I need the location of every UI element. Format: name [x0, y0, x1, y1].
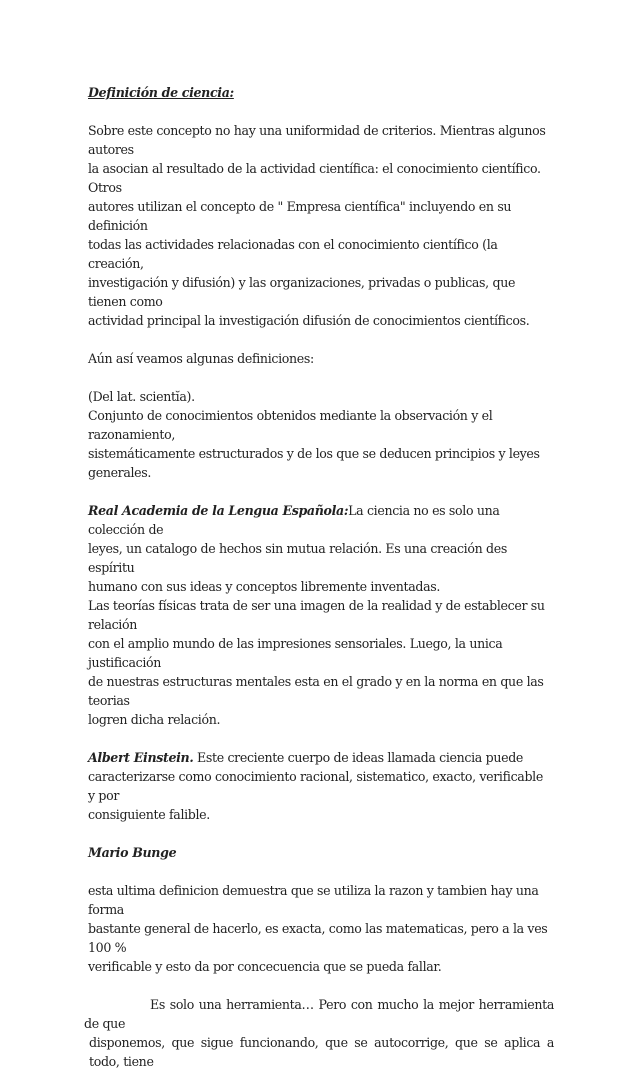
inline-text: Este creciente cuerpo de ideas llamada ciencia puede	[193, 750, 524, 765]
bunge-paragraph	[88, 881, 550, 976]
spacer	[88, 102, 550, 121]
text-line: disponemos, que sigue funcionando, que se autocorrige, que se aplica a todo, tiene	[89, 1035, 554, 1069]
spacer	[88, 976, 550, 995]
section-heading: Definición de ciencia:	[88, 85, 234, 100]
spacer	[88, 862, 550, 881]
text-line: actividad principal la investigación difusión de conocimientos científicos.	[88, 313, 530, 328]
text-line: de nuestras estructuras mentales esta en el grado y en la norma en que las teorias	[88, 674, 544, 708]
inline-text: Es solo una herramienta… Pero con mucho la mejor herramienta de que	[84, 997, 554, 1031]
spacer	[88, 729, 550, 748]
einstein-paragraph	[88, 748, 550, 824]
closing-paragraph	[84, 995, 554, 1071]
text-line: sistemáticamente estructurados y de los que se deducen principios y leyes	[88, 446, 540, 461]
text-line: logren dicha relación.	[88, 712, 221, 727]
text-line: investigación y difusión) y las organizaciones, privadas o publicas, que tienen como	[88, 275, 516, 309]
text-line: todas las actividades relacionadas con el conocimiento científico (la creación,	[88, 237, 498, 271]
text-line: verificable y esto da por concecuencia que se pueda fallar.	[88, 959, 442, 974]
definition-paragraph	[88, 387, 550, 482]
text-line: Sobre este concepto no hay una uniformidad de criterios. Mientras algunos autores	[88, 123, 546, 157]
text-line	[88, 748, 550, 767]
spacer	[88, 824, 550, 843]
text-line: Las teorías físicas trata de ser una imagen de la realidad y de establecer su relación	[88, 598, 545, 632]
text-line: la asocian al resultado de la actividad científica: el conocimiento científico. Otros	[88, 161, 541, 195]
text-line: esta ultima definicion demuestra que se utiliza la razon y tambien hay una forma	[88, 883, 539, 917]
spacer	[88, 368, 550, 387]
text-line: con el amplio mundo de las impresiones sensoriales. Luego, la unica justificación	[88, 636, 503, 670]
spacer	[88, 482, 550, 501]
text-line: generales.	[88, 465, 152, 480]
transition-line: Aún así veamos algunas definiciones:	[88, 351, 314, 366]
text-line	[84, 995, 554, 1033]
text-line: leyes, un catalogo de hechos sin mutua relación. Es una creación des espíritu	[88, 541, 507, 575]
text-line: autores utilizan el concepto de " Empresa científica" incluyendo en su definición	[88, 199, 512, 233]
text-line: bastante general de hacerlo, es exacta, como las matematicas, pero a la ves 100 %	[88, 921, 548, 955]
intro-paragraph	[88, 121, 550, 330]
text-line: consiguiente falible.	[88, 807, 210, 822]
text-line: humano con sus ideas y conceptos libremente inventadas.	[88, 579, 441, 594]
text-line	[88, 501, 550, 539]
author-name: Mario Bunge	[88, 845, 177, 860]
author-name: Real Academia de la Lengua Española:	[88, 503, 349, 518]
rae-paragraph	[88, 501, 550, 729]
inline-text: La ciencia no es solo una colección de	[88, 503, 500, 537]
author-name: Albert Einstein.	[88, 750, 194, 765]
text-line: (Del lat. scientĭa).	[88, 389, 195, 404]
spacer	[88, 330, 550, 349]
text-line: Conjunto de conocimientos obtenidos mediante la observación y el razonamiento,	[88, 408, 493, 442]
text-line: caracterizarse como conocimiento racional, sistematico, exacto, verificable y por	[88, 769, 543, 803]
